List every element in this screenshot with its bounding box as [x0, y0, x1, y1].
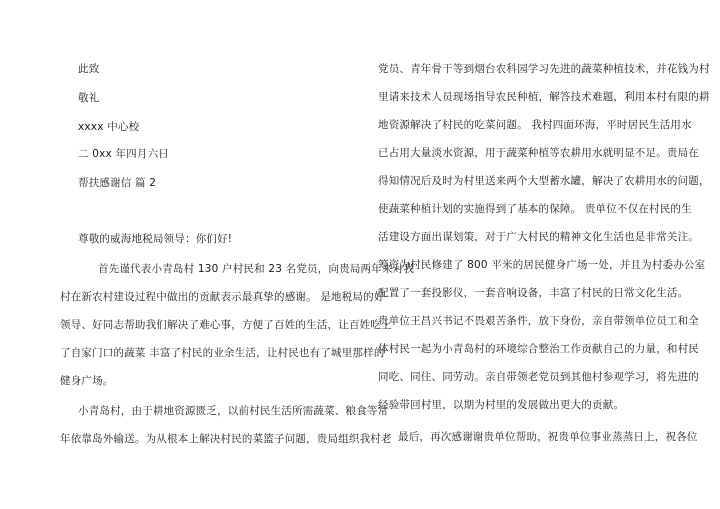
body-line: 已占用大量淡水资源，用于蔬菜种植等农耕用水就明显不足。贵局在: [378, 147, 699, 159]
body-line: 地资源解决了村民的吃菜问题。 我村四面环海，平时居民生活用水: [378, 119, 692, 131]
body-line: 健身广场。: [60, 375, 114, 387]
body-line: 贵单位王昌兴书记不畏艰苦条件，放下身份，亲自带领单位员工和全: [378, 315, 699, 327]
section-title: 帮扶感谢信 篇 2: [78, 177, 157, 189]
signature-line: xxxx 中心校: [78, 121, 140, 133]
closing-line-1: 此致: [78, 63, 100, 75]
body-line: 使蔬菜种植计划的实施得到了基本的保障。 贵单位不仅在村民的生: [378, 203, 692, 215]
salutation: 尊敬的威海地税局领导：你们好!: [78, 233, 233, 245]
body-line: 最后，再次感谢谢贵单位帮助，祝贵单位事业蒸蒸日上，祝各位: [398, 431, 698, 443]
body-line: 了自家门口的蔬菜 丰富了村民的业余生活，让村民也有了城里那样的: [60, 347, 385, 359]
closing-line-2: 敬礼: [78, 92, 100, 104]
body-line: 领导、好同志帮助我们解决了难心事，方便了百姓的生活，让百姓吃上: [60, 319, 392, 331]
body-line: 村在新农村建设过程中做出的贡献表示最真挚的感谢。 是地税局的好: [60, 291, 385, 303]
body-line: 里请来技术人员现场指导农民种植，解答技术难题，利用本村有限的耕: [378, 91, 710, 103]
body-line: 首先谨代表小青岛村 130 户村民和 23 名党员，向贵局两年来对我: [98, 263, 415, 275]
body-line: 得知情况后及时为村里送来两个大型蓄水罐，解决了农耕用水的问题，: [378, 175, 710, 187]
body-line: 党员、青年骨干等到烟台农科园学习先进的蔬菜种植技术，并花钱为村: [378, 63, 710, 75]
body-line: 活建设方面出谋划策，对于广大村民的精神文化生活也是非常关注。: [378, 231, 699, 243]
body-line: 同吃、同住、同劳动。亲自带领老党员到其他村参观学习，将先进的: [378, 371, 699, 383]
body-line: 筹资为村民修建了 800 平米的居民健身广场一处，并且为村委办公室: [378, 259, 706, 271]
date-line: 二 0xx 年四月六日: [78, 148, 169, 160]
body-line: 小青岛村，由于耕地资源匮乏，以前村民生活所需蔬菜、粮食等常: [78, 405, 389, 417]
body-line: 配置了一套投影仪，一套音响设备，丰富了村民的日常文化生活。: [378, 287, 689, 299]
body-line: 体村民一起为小青岛村的环境综合整治工作贡献自己的力量，和村民: [378, 343, 699, 355]
body-line: 年依靠岛外输送。为从根本上解决村民的菜篮子问题，贵局组织我村老: [60, 433, 392, 445]
body-line: 经验带回村里，以期为村里的发展做出更大的贡献。: [378, 399, 625, 411]
